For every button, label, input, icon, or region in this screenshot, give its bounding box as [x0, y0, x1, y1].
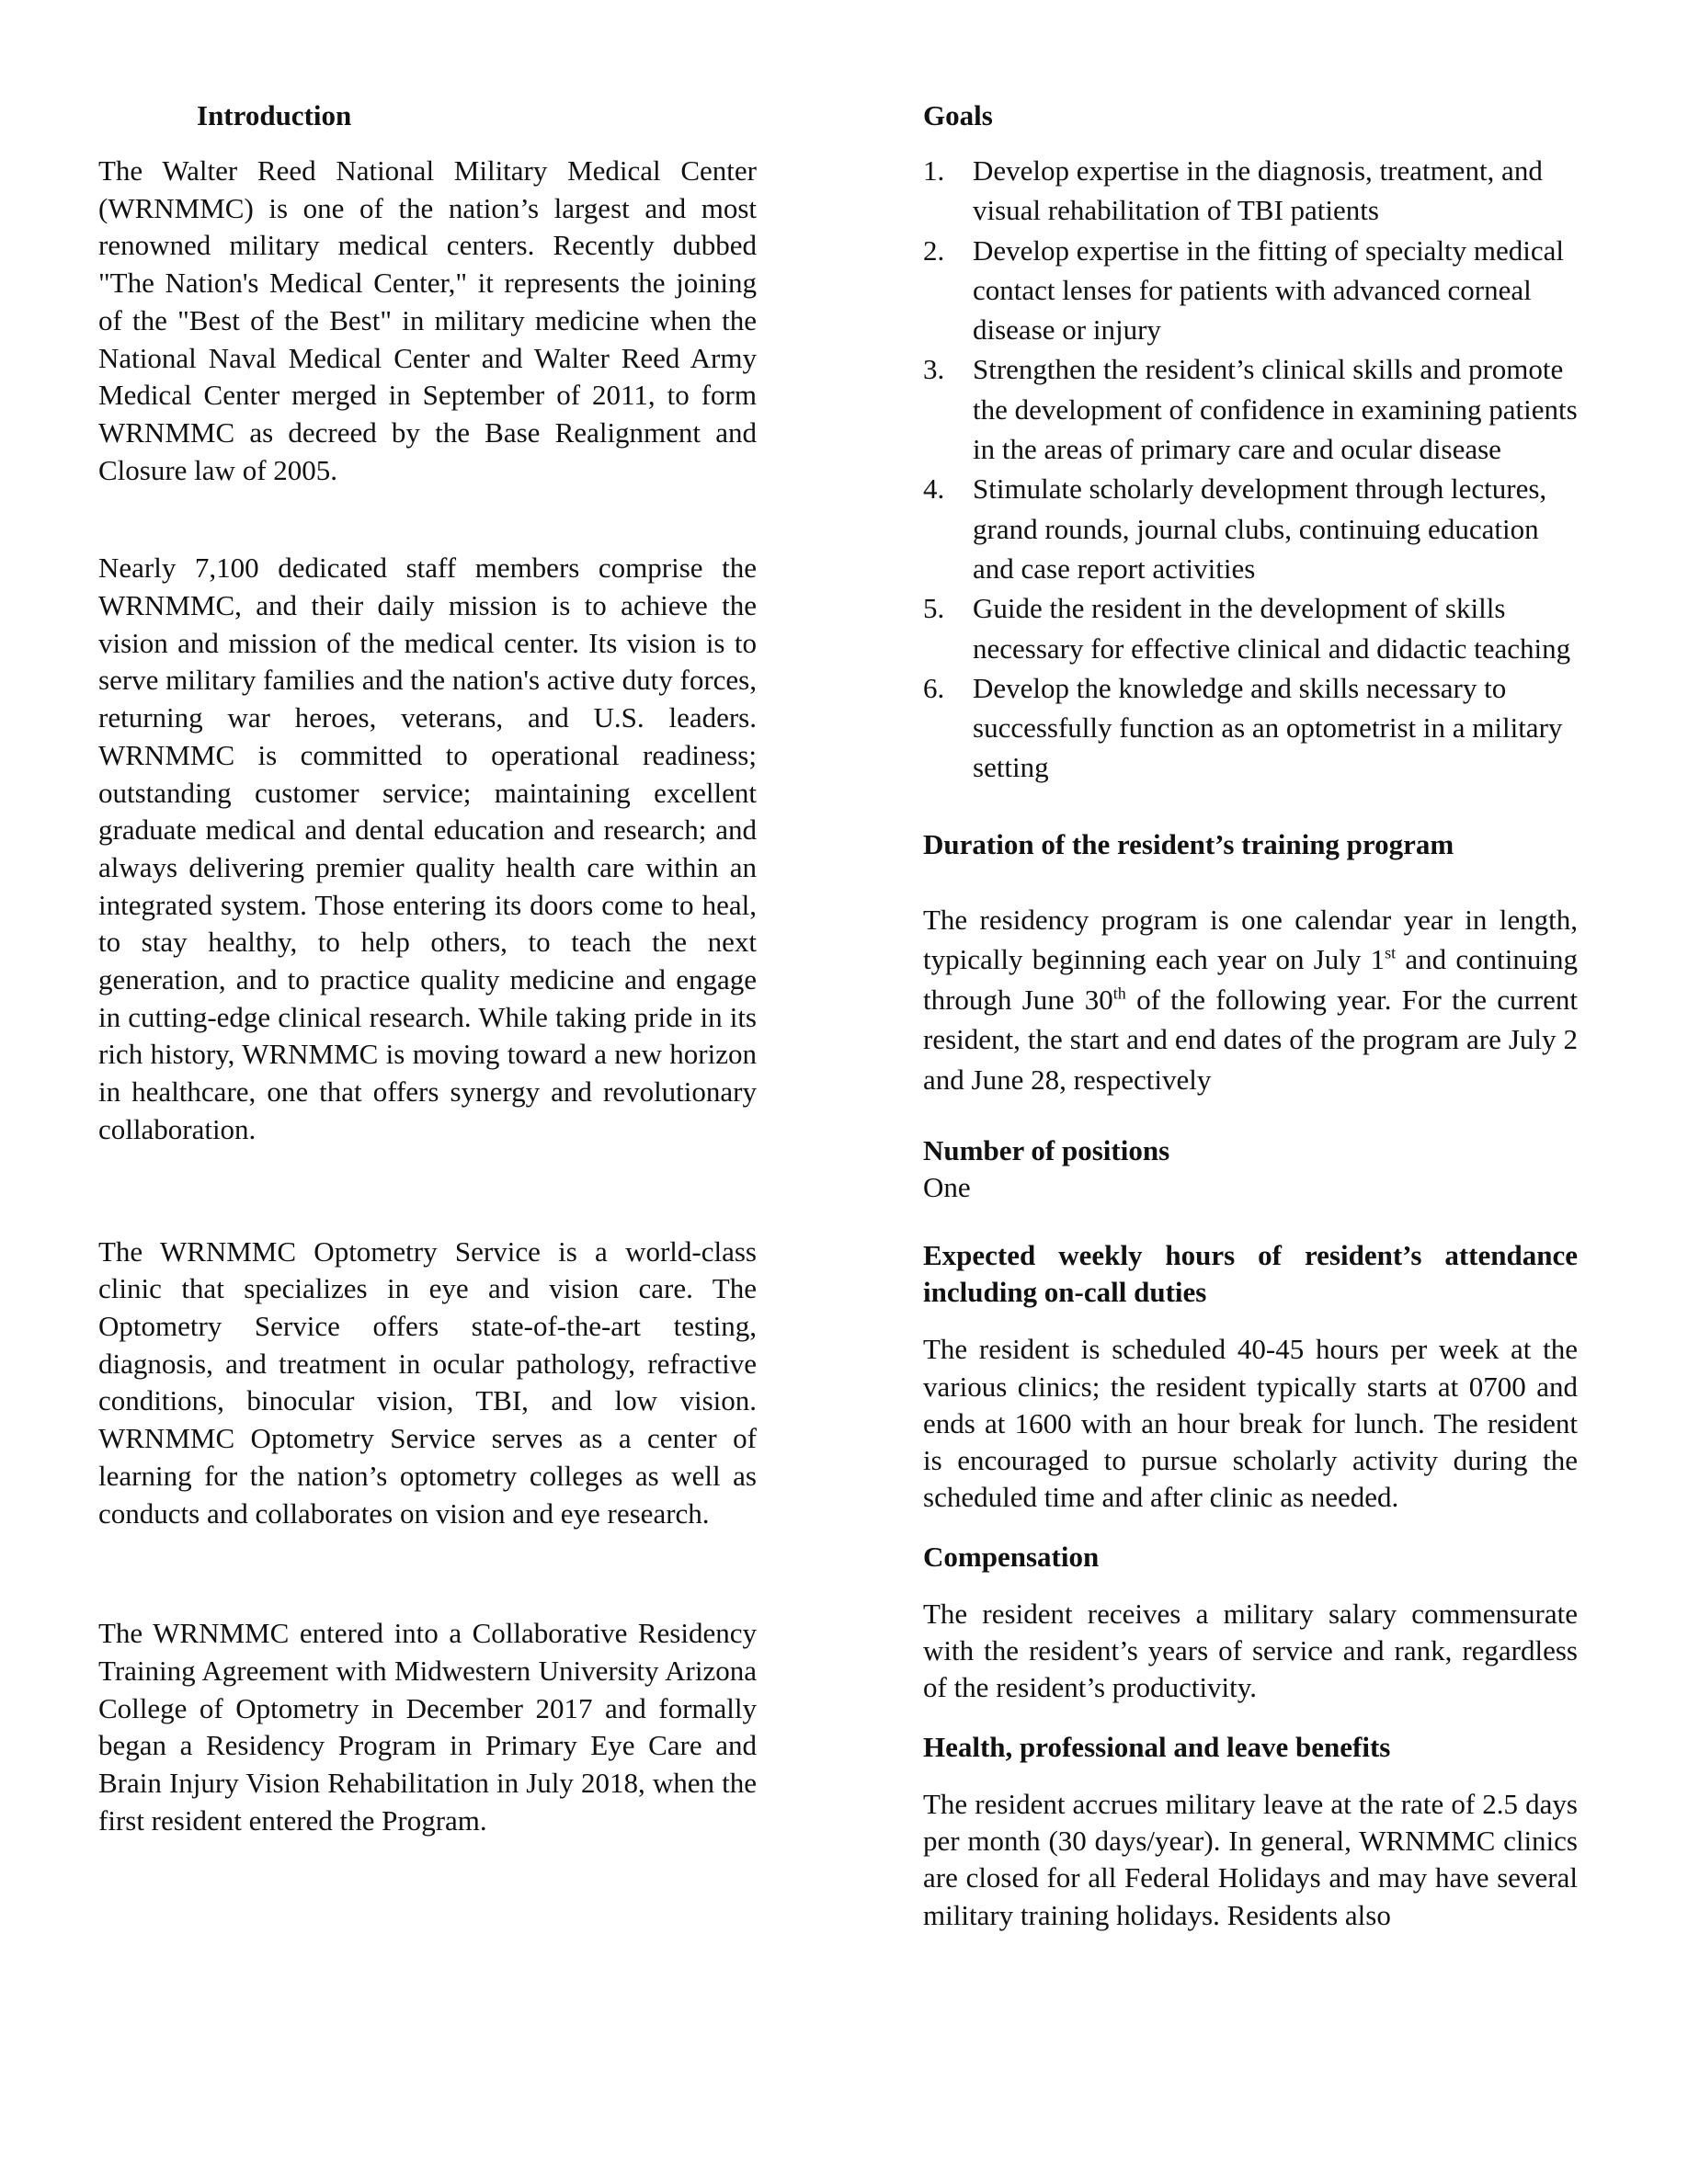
compensation-paragraph: The resident receives a military salary commensurate with the resident’s years of service and rank, regardless of the resident’s productivity.: [923, 1597, 1578, 1704]
paragraph-spacer: [98, 1532, 757, 1615]
hours-paragraph: The resident is scheduled 40-45 hours per week at the various clinics; the resident typically starts at 0700 and ends at 1600 with an hour break for lunch. The resident is encouraged to pursue scholarly activity during the scheduled time and after clinic as needed.: [923, 1333, 1578, 1514]
intro-paragraph-3: The WRNMMC Optometry Service is a world-class clinic that specializes in eye and vision care. The Optometry Service offers state-of-the-art testing, diagnosis, and treatment in ocular pathology, refractive conditions, binocular vision, TBI, and low vision. WRNMMC Optometry Service serves as a center of learning for the nation’s optometry colleges as well as conducts and collaborates on vision and eye research.: [98, 1234, 757, 1530]
ordinal-suffix: st: [1385, 943, 1397, 962]
goals-heading: Goals: [923, 99, 993, 131]
intro-paragraph-4: The WRNMMC entered into a Collaborative Residency Training Agreement with Midwestern University Arizona College of Optometry in December 2017 and formally began a Residency Program in Primary Eye Care and Brain Injury Vision Rehabilitation in July 2018, when the first resident entered the Program.: [98, 1617, 757, 1837]
goal-text: Strengthen the resident’s clinical skills and promote the development of confidence in examining patients in the areas of primary care and ocular disease: [973, 353, 1578, 466]
introduction-heading: Introduction: [197, 99, 352, 131]
goal-number: 6.: [923, 671, 945, 704]
goal-number: 5.: [923, 592, 945, 625]
goal-number: 2.: [923, 233, 945, 267]
duration-heading: Duration of the resident’s training program: [923, 827, 1454, 860]
goal-text: Develop expertise in the diagnosis, treatment, and visual rehabilitation of TBI patients: [973, 154, 1543, 227]
duration-text-part-2: and continuing through June 30: [923, 943, 1578, 1016]
right-column: [923, 92, 1578, 1934]
intro-paragraph-2: Nearly 7,100 dedicated staff members comprise the WRNMMC, and their daily mission is to achieve the vision and mission of the medical center. Its vision is to serve military families and the nation's active duty forces, returning war heroes, veterans, and U.S. leaders. WRNMMC is committed to operational readiness; outstanding customer service; maintaining excellent graduate medical and dental education and research; and always delivering premier quality health care within an integrated system. Those entering its doors come to heal, to stay healthy, to help others, to teach the next generation, and to practice quality medicine and engage in cutting-edge clinical research. While taking pride in its rich history, WRNMMC is moving toward a new horizon in healthcare, one that offers synergy and revolutionary collaboration.: [98, 552, 757, 1145]
goal-number: 4.: [923, 472, 945, 506]
goal-item: [923, 668, 1578, 788]
compensation-heading: Compensation: [923, 1540, 1100, 1573]
goal-number: 1.: [923, 154, 945, 187]
positions-heading: Number of positions: [923, 1134, 1170, 1167]
left-column: [98, 92, 757, 1839]
goal-text: Develop the knowledge and skills necessary to successfully function as an optometrist in a military setting: [973, 671, 1563, 784]
ordinal-suffix: th: [1112, 984, 1126, 1003]
benefits-heading: Health, professional and leave benefits: [923, 1730, 1391, 1763]
positions-value: One: [923, 1171, 971, 1204]
duration-text-part-3: of the following year. For the current resident, the start and end dates of the program are July 2 and June 28, respectively: [923, 983, 1578, 1096]
goal-number: 3.: [923, 353, 945, 386]
goal-item: [923, 588, 1578, 668]
intro-paragraph-1: The Walter Reed National Military Medical Center (WRNMMC) is one of the nation’s largest and most renowned military medical centers. Recently dubbed "The Nation's Medical Center," it represents the joining of the "Best of the Best" in military medicine when the National Naval Medical Center and Walter Reed Army Medical Center merged in September of 2011, to form WRNMMC as decreed by the Base Realignment and Closure law of 2005.: [98, 154, 757, 486]
duration-text-part-1: The residency program is one calendar year in length, typically beginning each year on July 1: [923, 903, 1578, 976]
goal-item: [923, 349, 1578, 469]
paragraph-spacer: [98, 489, 757, 550]
goal-text: Guide the resident in the development of skills necessary for effective clinical and didactic teaching: [973, 592, 1571, 665]
goals-list: [923, 151, 1578, 788]
goal-item: [923, 231, 1578, 350]
goal-item: [923, 151, 1578, 231]
goal-text: Stimulate scholarly development through lectures, grand rounds, journal clubs, continuing education and case report activities: [973, 472, 1547, 585]
goal-item: [923, 469, 1578, 588]
benefits-paragraph: The resident accrues military leave at the rate of 2.5 days per month (30 days/year). In general, WRNMMC clinics are closed for all Federal Holidays and may have several military training holidays. Residents also: [923, 1787, 1578, 1931]
duration-paragraph: [923, 900, 1578, 1100]
hours-heading: Expected weekly hours of resident’s attendance including on-call duties: [923, 1239, 1578, 1309]
goal-text: Develop expertise in the fitting of specialty medical contact lenses for patients with advanced corneal disease or injury: [973, 233, 1565, 347]
paragraph-spacer: [98, 1149, 757, 1234]
